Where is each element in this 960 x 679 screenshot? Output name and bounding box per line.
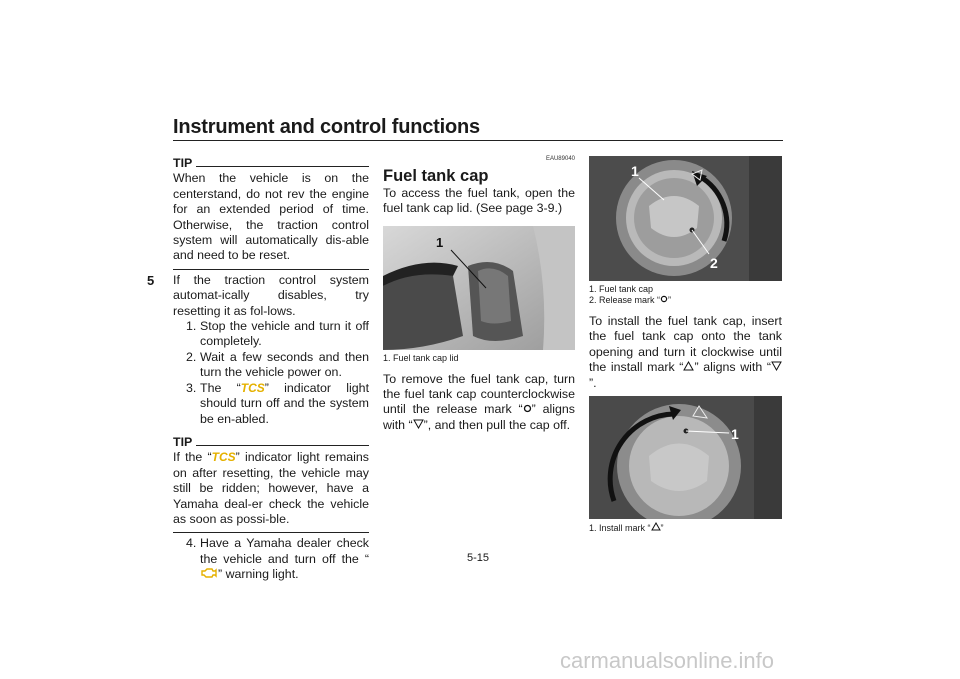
page-title: Instrument and control functions xyxy=(173,116,480,138)
photo-caption: 1. Fuel tank cap 2. Release mark “ ” xyxy=(589,284,672,305)
release-mark-icon xyxy=(523,402,532,416)
remove-instructions: To remove the fuel tank cap, turn the fuel tank cap counterclockwise until the release mark “ ” aligns with “ ”, and then pull the cap off. xyxy=(383,371,575,432)
fuel-cap-photo xyxy=(589,156,782,281)
step-2: 2. Wait a few seconds and then turn the vehicle power on. xyxy=(186,349,369,380)
svg-text:1: 1 xyxy=(436,234,444,250)
tcs-icon: TCS xyxy=(240,380,265,395)
install-mark-photo xyxy=(589,396,782,519)
column-left xyxy=(173,156,369,583)
section-tab: 5 xyxy=(147,273,155,288)
section-title: Fuel tank cap xyxy=(383,167,489,186)
down-triangle-icon xyxy=(413,418,424,432)
photo-caption: 1. Install mark “ ” xyxy=(589,523,664,534)
engine-warning-icon xyxy=(200,567,218,581)
fuel-cap-lid-photo xyxy=(383,226,575,350)
up-triangle-icon xyxy=(651,523,661,533)
release-mark-icon xyxy=(660,295,668,305)
document-code: EAU89040 xyxy=(545,156,575,162)
photo-caption: 1. Fuel tank cap lid xyxy=(383,352,459,363)
step-1: 1. Stop the vehicle and turn it off completely. xyxy=(186,319,369,349)
reset-steps-cont xyxy=(173,536,369,582)
step-3: 3. The “TCS” indicator light should turn off and the system be en-abled. xyxy=(186,380,370,426)
reset-intro: If the traction control system automat-ically disables, try resetting it as fol-lows. xyxy=(173,272,369,318)
tcs-icon: TCS xyxy=(211,450,236,465)
column-middle xyxy=(383,152,575,433)
svg-text:1: 1 xyxy=(731,426,739,443)
up-triangle-icon xyxy=(683,360,694,374)
column-right xyxy=(589,156,782,534)
svg-text:1: 1 xyxy=(631,163,639,179)
reset-steps xyxy=(173,319,369,427)
install-instructions: To install the fuel tank cap, insert the fuel tank cap onto the tank opening and turn it clockwise until the install mark “ ” aligns with “”. xyxy=(589,314,782,390)
step-4: 4. Have a Yamaha dealer check the vehicle and turn off the “” warning light. xyxy=(186,536,369,582)
tip-heading: TIP xyxy=(173,156,369,171)
header-rule xyxy=(173,140,783,141)
down-triangle-icon xyxy=(771,360,782,374)
divider xyxy=(173,269,369,270)
page-number: 5-15 xyxy=(467,552,490,564)
tip-text: When the vehicle is on the centerstand, do not rev the engine for an extended period of time. Otherwise, the traction control system will automatically dis-able and need to be reset. xyxy=(173,171,369,263)
intro-text: To access the fuel tank, open the fuel tank cap lid. (See page 3-9.) xyxy=(383,185,575,216)
tip-heading-2: TIP xyxy=(173,435,369,450)
svg-text:2: 2 xyxy=(710,255,718,271)
footer-watermark: carmanualsonline.info xyxy=(560,648,775,673)
divider xyxy=(173,532,369,533)
tip-text-2: If the “TCS” indicator light remains on after resetting, the vehicle may still be ridden; however, have a Yamaha deal-er check the vehicle as soon as possi-ble. xyxy=(173,450,369,526)
